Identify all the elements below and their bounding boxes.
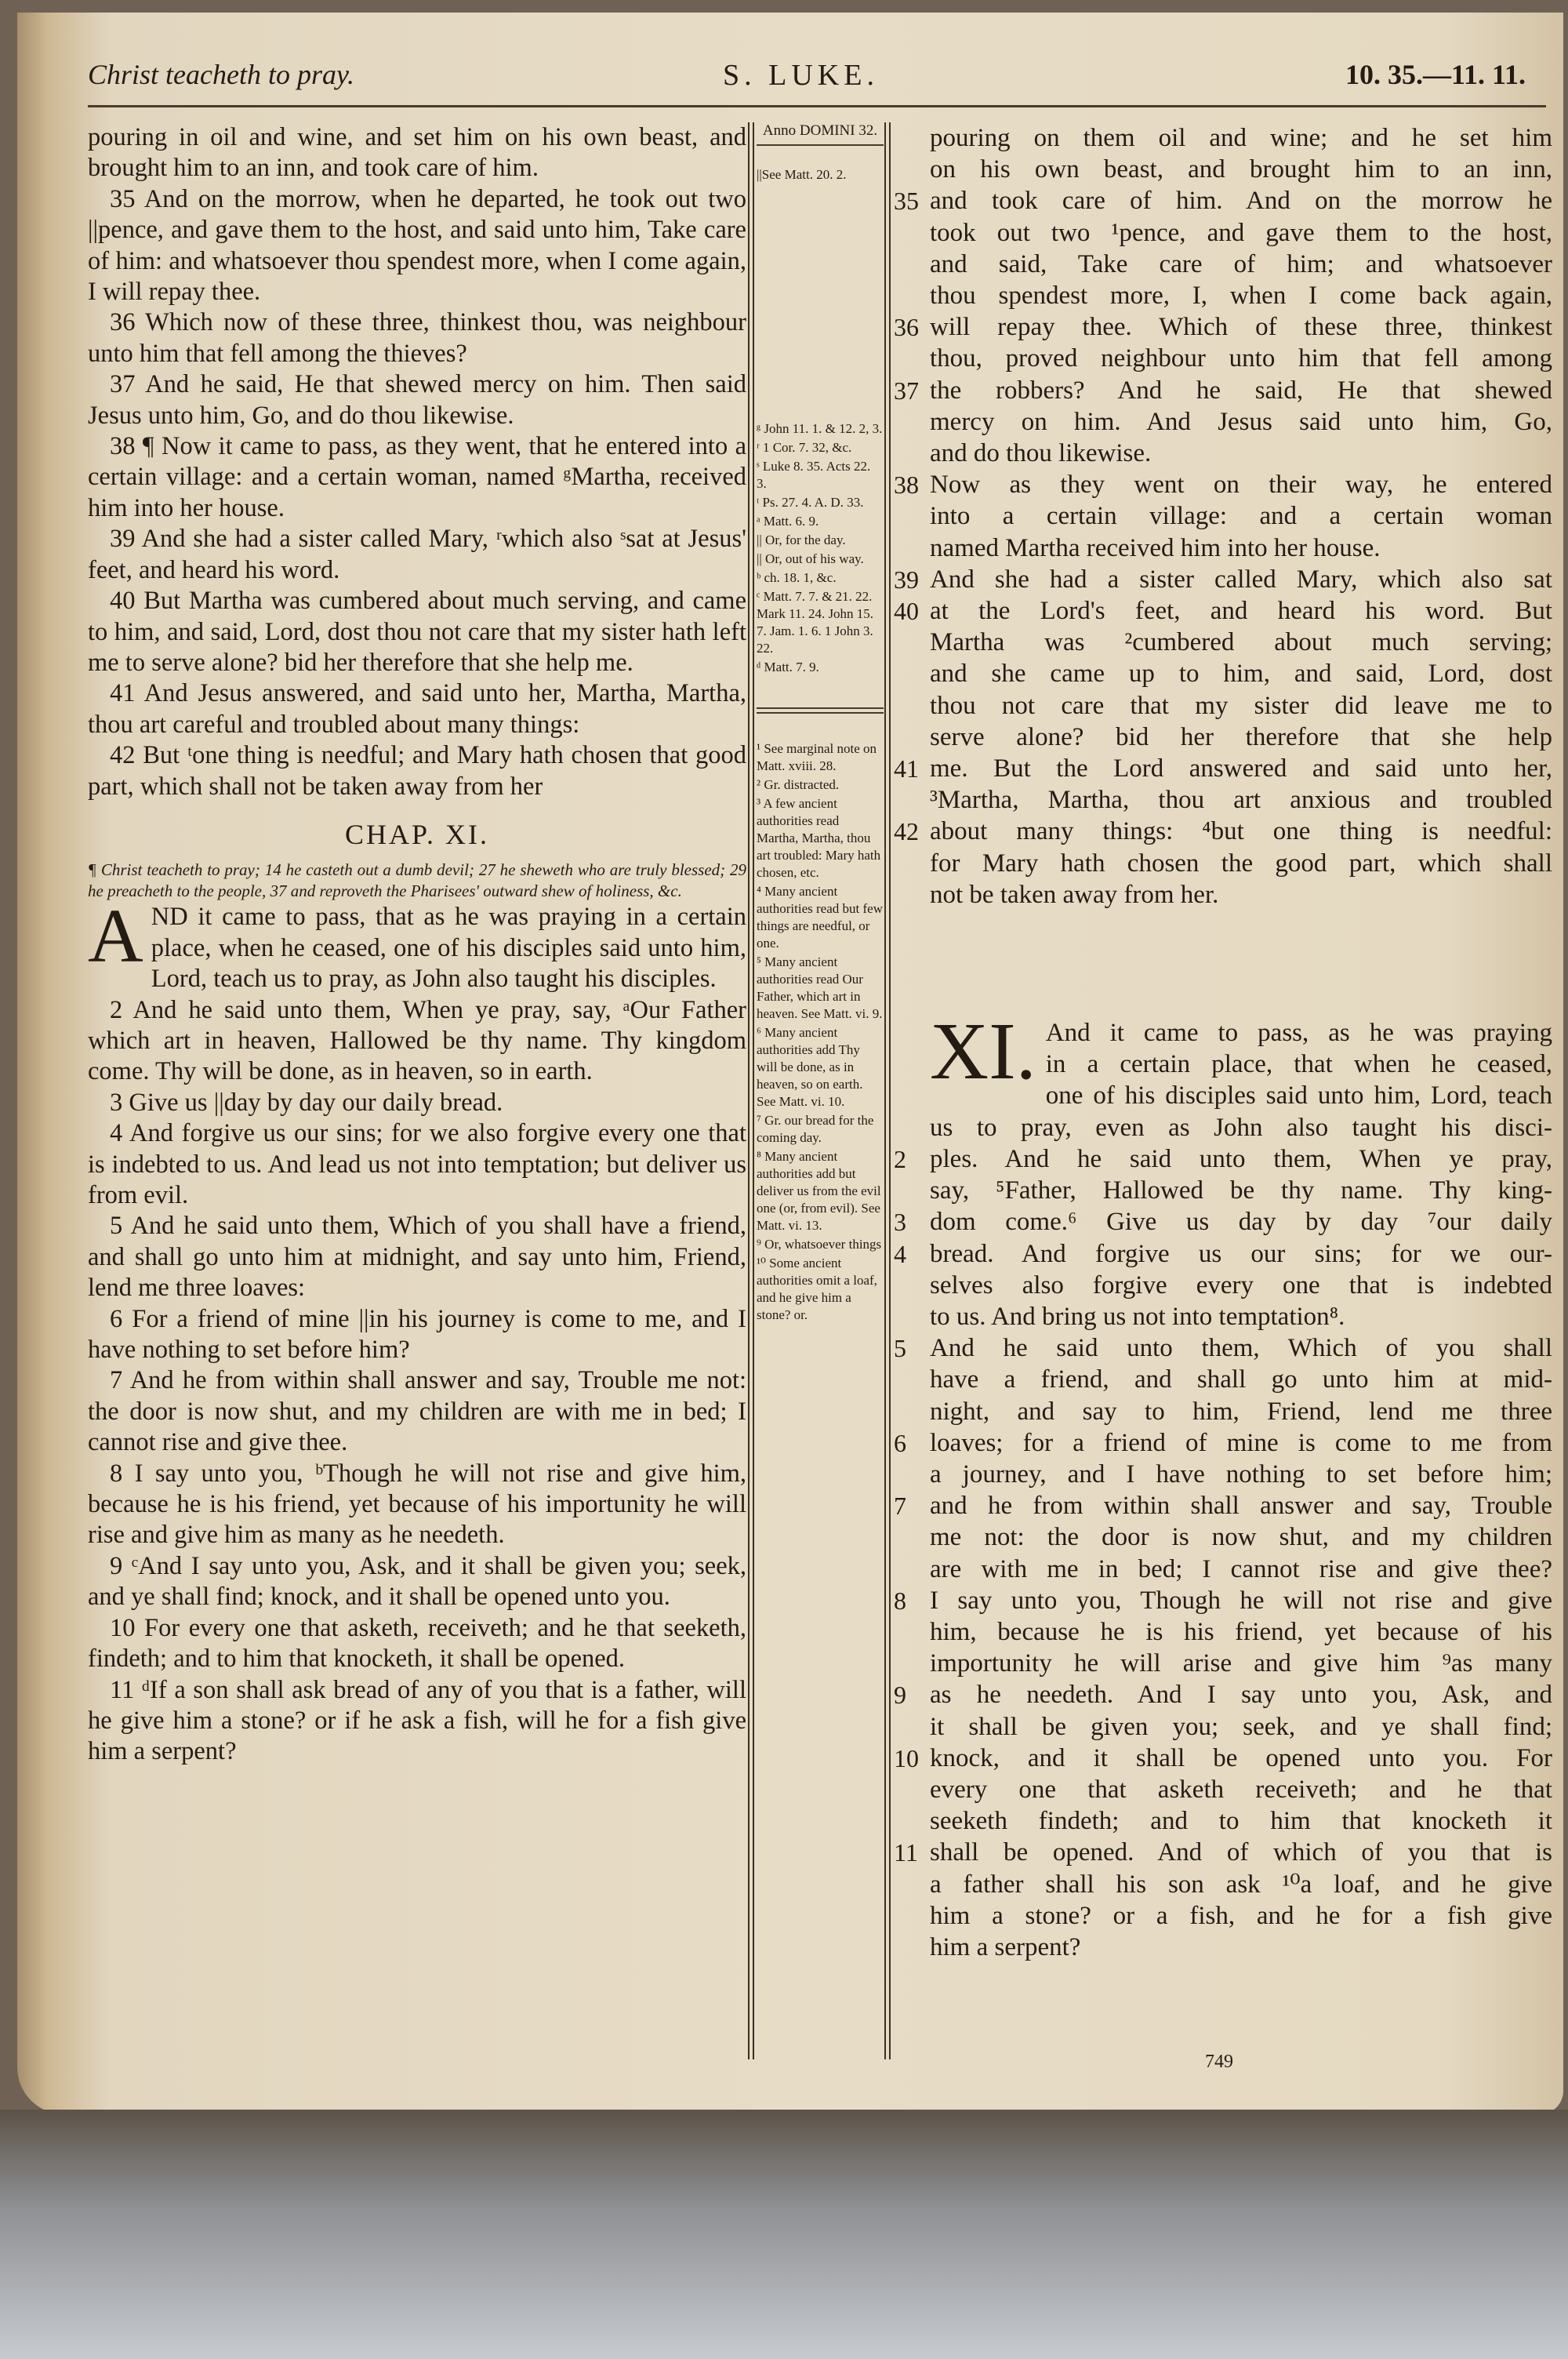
margin-note: ⁸ Many ancient authorities add but deliver us from the evil one (or, from evil). See Matt. vi. 13.: [757, 1149, 881, 1233]
line-text: have a friend, and shall go unto him at mid-: [930, 1365, 1552, 1394]
revised-drop-cap: XI.: [930, 1006, 1036, 1097]
text-line: [894, 1175, 1552, 1206]
running-head-book: S. LUKE.: [723, 59, 879, 92]
text-line: [894, 249, 1552, 280]
anno-domini: Anno DOMINI 32.: [757, 122, 884, 146]
verse-number: 11: [894, 1838, 918, 1867]
text-line: [894, 1301, 1552, 1332]
verse-number: 38: [894, 471, 919, 500]
column-rule-left: [748, 122, 750, 2059]
margin-note: ʳ 1 Cor. 7. 32, &c.: [757, 440, 852, 455]
line-text: and she came up to him, and said, Lord, dost: [930, 660, 1552, 689]
text-line: [894, 1869, 1552, 1900]
text-line: [894, 406, 1552, 438]
verse-number: 41: [894, 754, 919, 783]
text-line: [1046, 1049, 1552, 1080]
text-line: [894, 722, 1552, 753]
line-text: pouring on them oil and wine; and he set him: [930, 124, 1552, 152]
line-text: him a serpent?: [930, 1932, 1081, 1961]
text-line: [894, 1743, 1552, 1774]
line-text: and he from within shall answer and say, Trouble: [930, 1492, 1552, 1521]
book-page: [17, 13, 1563, 2114]
margin-note: ⁶ Many ancient authorities add Thy will be done, as in heaven, so on earth. See Matt. vi. 10.: [757, 1025, 863, 1109]
margin-note: ˢ Luke 8. 35. Acts 22. 3.: [757, 459, 871, 491]
line-text: a father shall his son ask ¹⁰a loaf, and he give: [930, 1870, 1552, 1899]
margin-note: ⁹ Or, whatsoever things: [757, 1237, 882, 1252]
text-line: [894, 500, 1552, 532]
verse: 9 ᶜAnd I say unto you, Ask, and it shall be given you; seek, and ye shall find; knock, and it shall be opened unto you.: [88, 1551, 746, 1612]
margin-notes-top: [757, 166, 884, 184]
verse: 10 For every one that asketh, receiveth; and he that seeketh, findeth; and to him that knocketh, it shall be opened.: [88, 1613, 746, 1674]
verse: 4 And forgive us our sins; for we also forgive every one that is indebted to us. And lead us not into temptation; but deliver us from evil.: [88, 1119, 746, 1209]
revised-column: [894, 122, 1552, 1963]
text-line: [894, 343, 1552, 374]
verse: 6 For a friend of mine ||in his journey is come to me, and I have nothing to set before him?: [88, 1304, 746, 1365]
line-text: one of his disciples said unto him, Lord, teach: [1045, 1081, 1552, 1110]
verse: 41 And Jesus answered, and said unto her, Martha, Martha, thou art careful and troubled about many things:: [88, 679, 746, 739]
verse-number: 8: [894, 1586, 906, 1615]
verse-number: 39: [894, 565, 919, 594]
line-text: shall be opened. And of which of you that is: [930, 1838, 1552, 1867]
line-text: importunity he will arise and give him ⁹as many: [930, 1649, 1552, 1678]
verse-number: 6: [894, 1428, 906, 1457]
line-text: bread. And forgive us our sins; for we our-: [930, 1239, 1552, 1268]
verse-number: 2: [894, 1144, 906, 1173]
line-text: us to pray, even as John also taught his disci-: [930, 1113, 1552, 1142]
text-line: [894, 280, 1552, 311]
line-text: mercy on him. And Jesus said unto him, Go,: [930, 407, 1552, 436]
line-text: as he needeth. And I say unto you, Ask, and: [930, 1681, 1552, 1710]
text-line: [894, 564, 1552, 595]
chapter-title: CHAP. XI.: [344, 818, 490, 850]
line-text: thou not care that my sister did leave me to: [930, 691, 1552, 720]
line-text: And he said unto them, Which of you shall: [930, 1334, 1552, 1363]
text-line: [894, 627, 1552, 658]
margin-note: ⁷ Gr. our bread for the coming day.: [757, 1113, 874, 1145]
line-text: seeketh findeth; and to him that knocketh it: [930, 1807, 1552, 1836]
line-text: on his own beast, and brought him to an inn,: [930, 155, 1552, 184]
text-line: [894, 1206, 1552, 1238]
margin-note: || Or, out of his way.: [757, 551, 864, 566]
text-line: [894, 753, 1552, 784]
verse: 40 But Martha was cumbered about much serving, and came to him, and said, Lord, dost thou not care that my sister hath left me to serve alone? bid her therefore that she help me.: [88, 587, 746, 677]
verse: 11 ᵈIf a son shall ask bread of any of you that is a father, will he give him a stone? or if he ask a fish, will he for a fish give him a serpent?: [88, 1675, 746, 1766]
verse-number: 42: [894, 817, 919, 846]
line-text: every one that asketh receiveth; and he that: [930, 1775, 1552, 1804]
luke-11-kjv: [88, 995, 746, 1768]
line-text: and took care of him. And on the morrow he: [930, 187, 1552, 216]
line-text: I say unto you, Though he will not rise and give: [930, 1586, 1552, 1615]
line-text: thou, proved neighbour unto him that fell among: [930, 344, 1552, 373]
line-text: named Martha received him into her house.: [930, 533, 1381, 562]
margin-note: ¹⁰ Some ancient authorities omit a loaf, and he give him a stone? or.: [757, 1256, 877, 1322]
column-rule-right-inner: [889, 122, 891, 2059]
text-line: [894, 690, 1552, 722]
text-line: [894, 217, 1552, 249]
verse: 2 And he said unto them, When ye pray, say, ᵃOur Father which art in heaven, Hallowed be thy name. Thy kingdom come. Thy will be done, as in heaven, so in earth.: [88, 995, 746, 1086]
line-text: dom come.⁶ Give us day by day ⁷our daily: [930, 1208, 1552, 1237]
text-line: [894, 1648, 1552, 1679]
text-line: [894, 311, 1552, 343]
line-text: about many things: ⁴but one thing is needful:: [930, 817, 1552, 846]
verse: 8 I say unto you, ᵇThough he will not rise and give him, because he is his friend, yet because of his importunity he will rise and give him as many as he needeth.: [88, 1459, 746, 1550]
text-line: [894, 1238, 1552, 1270]
line-text: to us. And bring us not into temptation⁸.: [930, 1302, 1345, 1331]
text-line: [894, 1270, 1552, 1301]
chapter-gap: [894, 911, 1552, 1017]
text-line: [894, 1364, 1552, 1395]
center-margin: [757, 122, 884, 1325]
line-text: me. But the Lord answered and said unto her,: [930, 754, 1552, 783]
text-line: [894, 848, 1552, 879]
line-text: took out two ¹pence, and gave them to the host,: [930, 218, 1552, 247]
verse: 3 Give us ||day by day our daily bread.: [110, 1088, 503, 1117]
table-surface: [0, 2110, 1568, 2359]
verse: pouring in oil and wine, and set him on his own beast, and brought him to an inn, and took care of him.: [88, 123, 746, 183]
line-text: loaves; for a friend of mine is come to me from: [930, 1428, 1552, 1457]
text-line: [894, 438, 1552, 469]
verse: 5 And he said unto them, Which of you shall have a friend, and shall go unto him at midnight, and say unto him, Friend, lend me three loaves:: [88, 1212, 746, 1303]
margin-note: ¹ See marginal note on Matt. xviii. 28.: [757, 741, 877, 773]
line-text: night, and say to him, Friend, lend me three: [930, 1397, 1552, 1426]
margin-note: ᵃ Matt. 6. 9.: [757, 514, 819, 529]
margin-note: ᵍ John 11. 1. & 12. 2, 3.: [757, 421, 883, 436]
chapter-summary: ¶ Christ teacheth to pray; 14 he casteth out a dumb devil; 27 he sheweth who are truly blessed; 29 he preacheth to the people, 37 and reproveth the Pharisees' outward shew of holiness, &c.: [88, 860, 746, 901]
margin-note: ⁴ Many ancient authorities read but few things are needful, or one.: [757, 884, 883, 951]
text-line: [894, 1932, 1552, 1963]
cross-references: [757, 420, 884, 676]
margin-note: ᵗ Ps. 27. 4. A. D. 33.: [757, 495, 864, 510]
verse-number: 9: [894, 1681, 906, 1710]
verse: 36 Which now of these three, thinkest thou, was neighbour unto him that fell among the thieves?: [88, 308, 746, 368]
text-line: [894, 658, 1552, 689]
verse: 39 And she had a sister called Mary, ʳwhich also ˢsat at Jesus' feet, and heard his word.: [88, 525, 746, 584]
ch11-verse-1: [88, 894, 746, 994]
line-text: not be taken away from her.: [930, 880, 1219, 909]
verse-number: 4: [894, 1239, 906, 1268]
verse-number: 36: [894, 313, 919, 342]
text-line: [894, 1554, 1552, 1585]
line-text: for Mary hath chosen the good part, which shall: [930, 849, 1552, 878]
line-text: Martha was ²cumbered about much serving;: [930, 628, 1552, 657]
kjv-column: [88, 122, 746, 1768]
column-rule-right: [884, 122, 886, 2059]
text-line: [894, 1837, 1552, 1868]
line-text: And it came to pass, as he was praying: [1045, 1019, 1552, 1048]
verse: 7 And he from within shall answer and say, Trouble me not: the door is now shut, and my children are with me in bed; I cannot rise and give thee.: [88, 1366, 746, 1457]
text-line: [894, 122, 1552, 154]
line-text: will repay thee. Which of these three, thinkest: [930, 313, 1552, 342]
drop-cap: A: [88, 894, 143, 980]
verse-number: 10: [894, 1743, 919, 1772]
text-line: [894, 1112, 1552, 1143]
text-line: [894, 375, 1552, 406]
margin-note: || Or, for the day.: [757, 533, 846, 547]
line-text: ples. And he said unto them, When ye pray,: [930, 1144, 1552, 1173]
dropcap-lines: [1046, 1017, 1552, 1080]
margin-note: ||See Matt. 20. 2.: [757, 167, 847, 182]
text-line: [894, 1521, 1552, 1553]
verse-number: 35: [894, 187, 919, 216]
text-line: [894, 1332, 1552, 1364]
line-text: thou spendest more, I, when I come back again,: [930, 282, 1552, 311]
line-text: the robbers? And he said, He that shewed: [930, 376, 1552, 405]
text-line: [894, 533, 1552, 564]
text-line: [894, 1616, 1552, 1648]
verse-number: 3: [894, 1208, 906, 1237]
text-line: [894, 1396, 1552, 1427]
verse: 42 But ᵗone thing is needful; and Mary hath chosen that good part, which shall not be taken away from her: [88, 741, 746, 801]
verse: 38 ¶ Now it came to pass, as they went, that he entered into a certain village: and a certain woman, named ᵍMartha, received him into her house.: [88, 432, 746, 522]
margin-spacer: [757, 185, 884, 420]
running-head-left: Christ teacheth to pray.: [88, 59, 354, 90]
margin-note: ² Gr. distracted.: [757, 777, 840, 792]
ch11-verse-1-text: ND it came to pass, that as he was praying in a certain place, when he ceased, one of his disciples said unto him, Lord, teach us to pray, as John also taught his disciples.: [151, 903, 746, 994]
text-line: [894, 1774, 1552, 1805]
line-text: in a certain place, that when he ceased,: [1045, 1050, 1552, 1079]
running-head-reference: 10. 35.—11. 11.: [1345, 59, 1526, 90]
line-text: and said, Take care of him; and whatsoever: [930, 249, 1552, 278]
line-text: at the Lord's feet, and heard his word. But: [930, 597, 1552, 626]
text-line: [894, 784, 1552, 816]
luke-10-revised: [894, 122, 1552, 911]
margin-note: ⁵ Many ancient authorities read Our Father, which art in heaven. See Matt. vi. 9.: [757, 954, 883, 1021]
text-line: [894, 1711, 1552, 1743]
line-text: and do thou likewise.: [930, 439, 1152, 468]
text-line: [894, 816, 1552, 847]
verse-number: 37: [894, 376, 919, 405]
margin-note: ᶜ Matt. 7. 7. & 21. 22. Mark 11. 24. John 15. 7. Jam. 1. 6. 1 John 3. 22.: [757, 589, 874, 656]
text-line: [1046, 1017, 1552, 1049]
text-line: [894, 595, 1552, 627]
luke-11-revised: [894, 1080, 1552, 1963]
text-line: [894, 1459, 1552, 1490]
verse-number: 40: [894, 597, 919, 626]
line-text: selves also forgive every one that is indebted: [930, 1270, 1552, 1299]
verse-number: 7: [894, 1492, 906, 1521]
line-text: him a stone? or a fish, and he for a fish give: [930, 1901, 1552, 1930]
text-line: [894, 1427, 1552, 1459]
text-line: [894, 1679, 1552, 1710]
text-line: [894, 1080, 1552, 1111]
line-text: And she had a sister called Mary, which also sat: [930, 565, 1552, 594]
line-text: are with me in bed; I cannot rise and give thee?: [930, 1554, 1552, 1583]
text-line: [894, 879, 1552, 911]
margin-note: ³ A few ancient authorities read Martha, Martha, thou art troubled: Mary hath chosen, etc.: [757, 796, 881, 880]
luke-10-kjv: [88, 122, 746, 802]
margin-note: ᵇ ch. 18. 1, &c.: [757, 570, 837, 585]
text-line: [894, 154, 1552, 185]
line-text: serve alone? bid her therefore that she help: [930, 722, 1552, 751]
line-text: ³Martha, Martha, thou art anxious and troubled: [930, 786, 1552, 815]
line-text: a journey, and I have nothing to set before him;: [930, 1459, 1552, 1488]
text-line: [894, 1900, 1552, 1932]
text-line: [894, 1490, 1552, 1521]
text-line: [894, 1143, 1552, 1175]
verse-number: 5: [894, 1334, 906, 1363]
text-line: [894, 1585, 1552, 1616]
margin-double-rule: [757, 707, 884, 714]
revised-footnotes: [757, 740, 884, 1324]
line-text: into a certain village: and a certain woman: [930, 502, 1552, 531]
line-text: me not: the door is now shut, and my children: [930, 1523, 1552, 1552]
header-rule: [88, 105, 1546, 107]
line-text: him, because he is his friend, yet because of his: [930, 1617, 1552, 1646]
text-line: [894, 1805, 1552, 1837]
margin-note: ᵈ Matt. 7. 9.: [757, 660, 819, 674]
line-text: knock, and it shall be opened unto you. For: [930, 1743, 1552, 1772]
line-text: Now as they went on their way, he entered: [930, 471, 1552, 500]
verse: 35 And on the morrow, when he departed, he took out two ||pence, and gave them to the host, and said unto him, Take care of him: and whatsoever thou spendest more, when I come again, I will repay thee.: [88, 184, 746, 307]
text-line: [894, 185, 1552, 216]
line-text: it shall be given you; seek, and ye shall find;: [930, 1712, 1552, 1741]
column-rule-left-inner: [753, 122, 754, 2059]
page-number: 749: [1205, 2052, 1233, 2072]
text-line: [894, 469, 1552, 500]
verse: 37 And he said, He that shewed mercy on him. Then said Jesus unto him, Go, and do thou likewise.: [88, 370, 746, 430]
line-text: say, ⁵Father, Hallowed be thy name. Thy king-: [930, 1176, 1552, 1205]
